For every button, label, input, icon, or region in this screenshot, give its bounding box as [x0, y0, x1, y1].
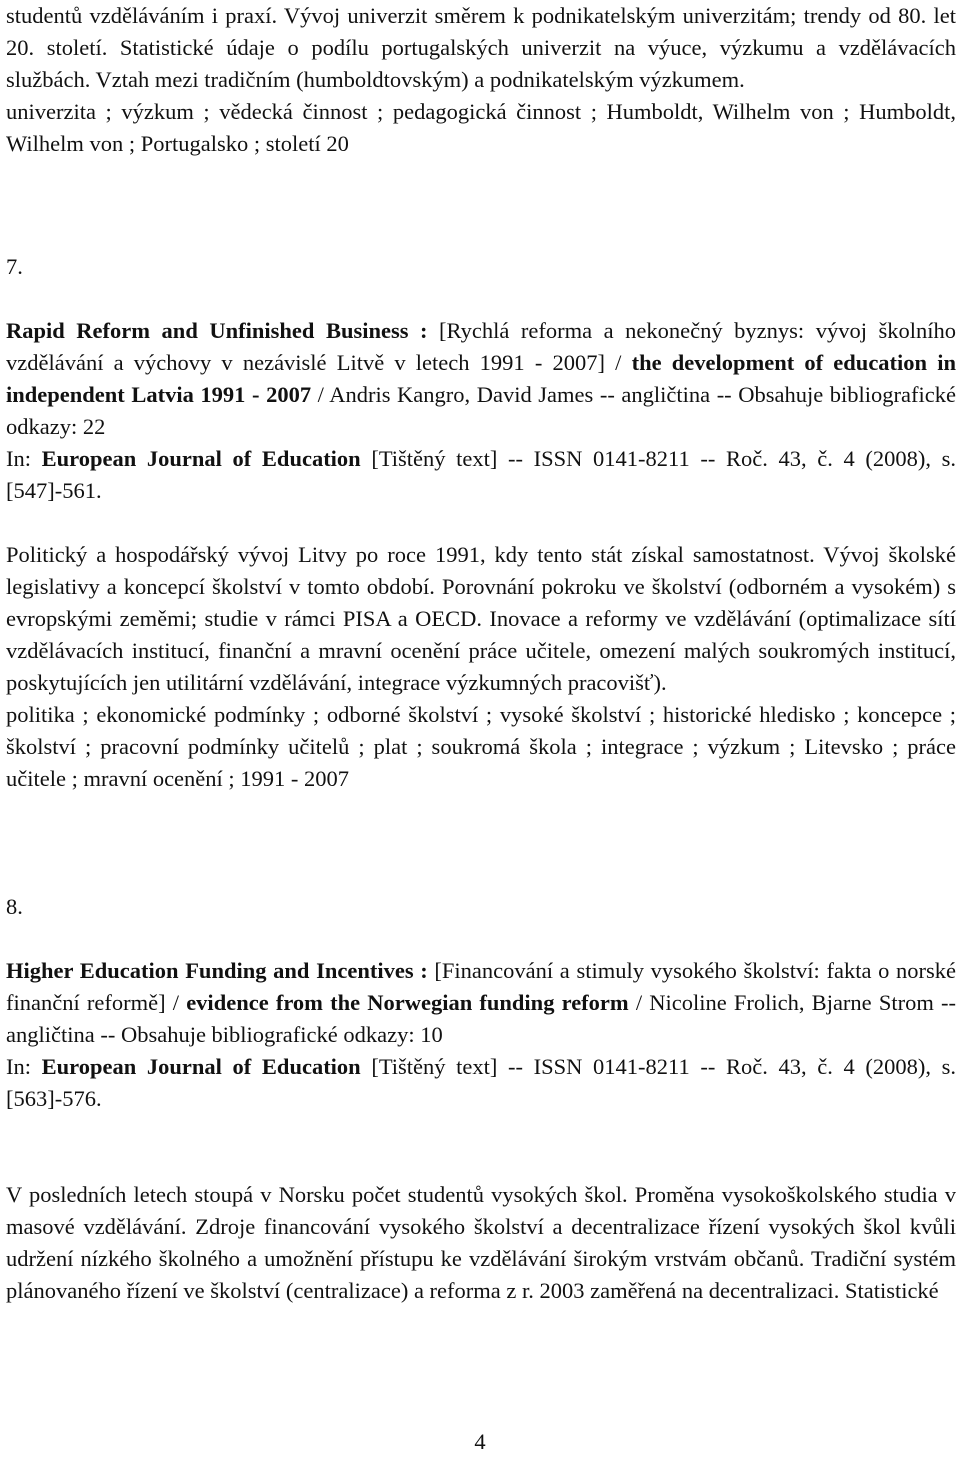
entry-8-authors: Nicoline Frolich, Bjarne Strom -- angličtina -- Obsahuje bibliografické odkazy: 10 — [6, 990, 956, 1047]
entry-7-keywords: politika ; ekonomické podmínky ; odborné školství ; vysoké školství ; historické hledisko ; koncepce ; školství ; pracovní podmínky učitelů ; plat ; soukromá škola ; integrace ; výzkum ; Litevsko ; práce učitele ; mravní ocenění ; 1991 - 2007 — [6, 702, 956, 791]
entry-7-journal: European Journal of Education — [41, 446, 361, 471]
intro-block — [6, 0, 956, 160]
entry-7-source — [6, 443, 956, 507]
entry-7-number: 7. — [6, 254, 23, 279]
entry-7-authors: Andris Kangro, David James -- angličtina -- Obsahuje bibliografické odkazy: 22 — [6, 382, 956, 439]
entry-7-citation — [6, 315, 956, 443]
entry-8-journal: European Journal of Education — [41, 1054, 361, 1079]
entry-8-abstract: V posledních letech stoupá v Norsku počet studentů vysokých škol. Proměna vysokoškolského studia v masové vzdělávání. Zdroje financování vysokého školství a decentralizace řízení vysokých škol kvůli udržení nízkého školného a umožnění přístupu ke vzdělávání širokým vrstvám občanů. Tradiční systém plánovaného řízení ve školství (centralizace) a reforma z r. 2003 zaměřená na decentralizaci. Statistické — [6, 1182, 956, 1303]
entry-8-title: Higher Education Funding and Incentives : — [6, 958, 428, 983]
intro-keywords: univerzita ; výzkum ; vědecká činnost ; pedagogická činnost ; Humboldt, Wilhelm von ; Humboldt, Wilhelm von ; Portugalsko ; století 20 — [6, 99, 956, 156]
entry-7-title-translation: [Rychlá reforma a nekonečný byznys: vývoj školního vzdělávání a výchovy v nezávislé Litvě v letech 1991 - 2007] — [6, 318, 956, 375]
entry-7-title: Rapid Reform and Unfinished Business : — [6, 318, 428, 343]
entry-7-annotation — [6, 539, 956, 795]
entry-7-slash: / — [615, 350, 622, 375]
entry-8-citation — [6, 955, 956, 1051]
entry-8-subtitle: evidence from the Norwegian funding reform — [179, 990, 629, 1015]
entry-7-slash-2: / — [311, 382, 330, 407]
entry-8-in-label: In: — [6, 1054, 42, 1079]
entry-8-number: 8. — [6, 894, 23, 919]
entry-8-source — [6, 1051, 956, 1115]
entry-7-source-details: [Tištěný text] -- ISSN 0141-8211 -- Roč. 43, č. 4 (2008), s. [547]-561. — [6, 446, 956, 503]
intro-abstract: studentů vzděláváním i praxí. Vývoj univerzit směrem k podnikatelským univerzitám; trendy od 80. let 20. století. Statistické údaje o podílu portugalských univerzit na výuce, výzkumu a vzdělávacích službách. Vztah mezi tradičním (humboldtovským) a podnikatelským výzkumem. — [6, 3, 956, 92]
entry-7-in-label: In: — [6, 446, 42, 471]
entry-7-abstract: Politický a hospodářský vývoj Litvy po roce 1991, kdy tento stát získal samostatnost. Vývoj školské legislativy a koncepcí školství v tomto období. Porovnání pokroku ve školství (odborném a vysokém) s evropskými zeměmi; studie v rámci PISA a OECD. Inovace a reformy ve vzdělávání (optimalizace sítí vzdělávacích institucí, finanční a mravní ocenění práce učitele, omezení malých soukromých institucí, poskytujících jen utilitární vzdělávání, integrace výzkumných pracovišť). — [6, 542, 956, 695]
page-number: 4 — [474, 1429, 486, 1454]
entry-8-slash-2: / — [628, 990, 650, 1015]
entry-8-slash: / — [172, 990, 180, 1015]
entry-8-source-details: [Tištěný text] -- ISSN 0141-8211 -- Roč. 43, č. 4 (2008), s. [563]-576. — [6, 1054, 956, 1111]
entry-7 — [6, 315, 956, 507]
entry-8-annotation — [6, 1179, 956, 1307]
entry-8 — [6, 955, 956, 1115]
entry-7-subtitle: the development of education in independent Latvia 1991 - 2007 — [6, 350, 957, 407]
entry-8-title-translation: [Financování a stimuly vysokého školství: fakta o norské finanční reformě] — [6, 958, 956, 1015]
